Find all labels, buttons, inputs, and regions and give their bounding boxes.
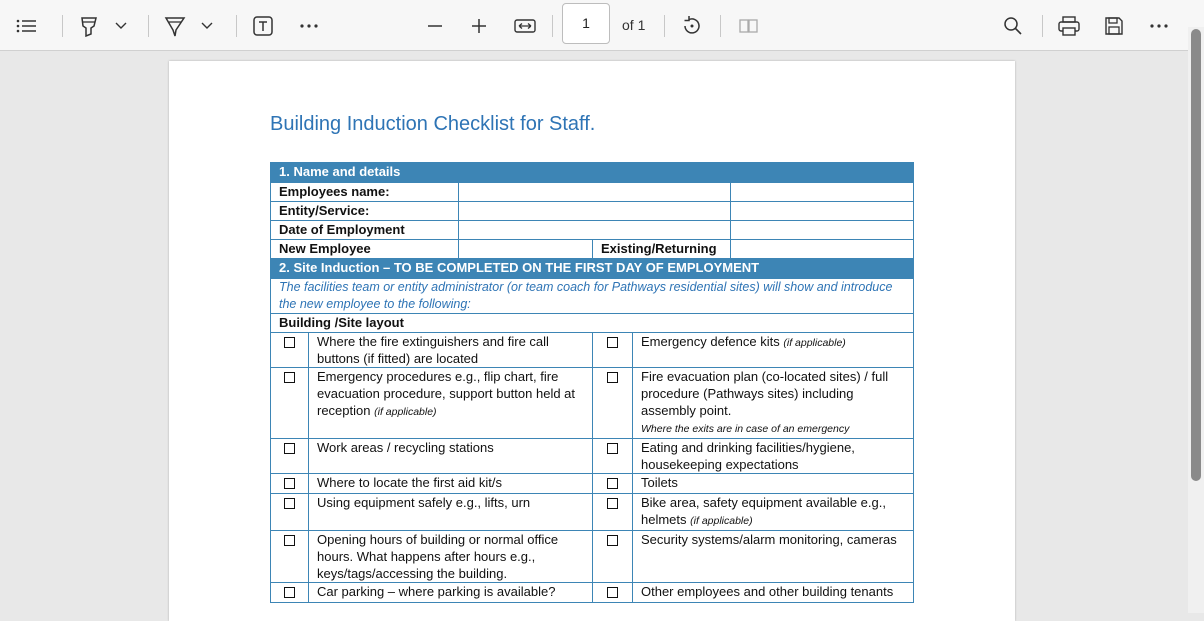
checklist-item: Toilets: [633, 474, 914, 494]
checklist-item: Where to locate the first aid kit/s: [309, 474, 593, 494]
checklist-item: Other employees and other building tenants: [633, 583, 914, 603]
more-options-icon[interactable]: [1146, 0, 1172, 51]
checklist-item: Bike area, safety equipment available e.g., helmets (if applicable): [633, 494, 914, 531]
date-of-employment-field[interactable]: [459, 221, 731, 240]
checkbox[interactable]: [284, 372, 295, 383]
new-employee-field[interactable]: [459, 240, 593, 259]
save-icon[interactable]: [1101, 0, 1127, 51]
checklist-item: Eating and drinking facilities/hygiene, housekeeping expectations: [633, 439, 914, 474]
highlighter-icon[interactable]: [76, 0, 102, 51]
employees-name-field-extra[interactable]: [731, 183, 914, 202]
checkbox[interactable]: [284, 337, 295, 348]
table-row: [271, 183, 914, 202]
list-icon[interactable]: [10, 0, 42, 51]
checkbox[interactable]: [607, 587, 618, 598]
section-2-title: 2. Site Induction – TO BE COMPLETED ON THE FIRST DAY OF EMPLOYMENT: [271, 259, 914, 279]
checkbox[interactable]: [607, 372, 618, 383]
draw-pen-icon[interactable]: [162, 0, 188, 51]
checklist-row: [271, 474, 914, 494]
search-icon[interactable]: [1000, 0, 1026, 51]
checkbox[interactable]: [607, 478, 618, 489]
checkbox[interactable]: [284, 478, 295, 489]
checklist-row: [271, 439, 914, 474]
checklist-table: [270, 162, 914, 603]
document-page: [169, 61, 1015, 621]
employees-name-label: Employees name:: [271, 183, 459, 202]
more-tools-icon[interactable]: [296, 0, 322, 51]
document-title: Building Induction Checklist for Staff.: [270, 113, 596, 135]
checklist-item: Security systems/alarm monitoring, cameras: [633, 531, 914, 583]
section-header: [271, 259, 914, 279]
rotate-icon[interactable]: [679, 0, 705, 51]
section-1-title: 1. Name and details: [271, 163, 914, 183]
existing-returning-field[interactable]: [731, 240, 914, 259]
checklist-item: Car parking – where parking is available?: [309, 583, 593, 603]
checkbox[interactable]: [284, 587, 295, 598]
checklist-row: [271, 368, 914, 439]
chevron-down-icon[interactable]: [112, 0, 130, 51]
table-row: [271, 202, 914, 221]
page-number-input[interactable]: 1: [562, 3, 610, 44]
checklist-item: Emergency procedures e.g., flip chart, fire evacuation procedure, support button held at reception (if applicable): [309, 368, 593, 439]
checklist-item: Work areas / recycling stations: [309, 439, 593, 474]
checklist-item: Where the fire extinguishers and fire call buttons (if fitted) are located: [309, 333, 593, 368]
checklist-item: Using equipment safely e.g., lifts, urn: [309, 494, 593, 531]
checklist-row: [271, 333, 914, 368]
scrollbar-thumb[interactable]: [1191, 29, 1201, 481]
text-box-icon[interactable]: [250, 0, 276, 51]
date-of-employment-label: Date of Employment: [271, 221, 459, 240]
employees-name-field[interactable]: [459, 183, 731, 202]
table-row: [271, 240, 914, 259]
checklist-item: Fire evacuation plan (co-located sites) / full procedure (Pathways sites) including assembly point. Where the exits are in case of an emergency: [633, 368, 914, 439]
checkbox[interactable]: [284, 443, 295, 454]
checklist-item: Opening hours of building or normal office hours. What happens after hours e.g., keys/tags/accessing the building.: [309, 531, 593, 583]
fit-width-icon[interactable]: [512, 0, 538, 51]
checkbox[interactable]: [607, 498, 618, 509]
new-employee-label: New Employee: [271, 240, 459, 259]
checkbox[interactable]: [607, 337, 618, 348]
checkbox[interactable]: [284, 535, 295, 546]
page-count: of 1: [622, 17, 646, 33]
zoom-in-icon[interactable]: [466, 0, 492, 51]
chevron-down-icon[interactable]: [198, 0, 216, 51]
page-view-icon[interactable]: [736, 0, 762, 51]
table-row: [271, 314, 914, 333]
entity-service-label: Entity/Service:: [271, 202, 459, 221]
entity-service-field-extra[interactable]: [731, 202, 914, 221]
zoom-out-icon[interactable]: [422, 0, 448, 51]
table-row: [271, 221, 914, 240]
checkbox[interactable]: [284, 498, 295, 509]
building-layout-subheading: Building /Site layout: [271, 314, 914, 333]
checkbox[interactable]: [607, 443, 618, 454]
checklist-row: [271, 583, 914, 603]
entity-service-field[interactable]: [459, 202, 731, 221]
print-icon[interactable]: [1056, 0, 1082, 51]
checklist-item: Emergency defence kits (if applicable): [633, 333, 914, 368]
pdf-toolbar: [0, 0, 1204, 51]
existing-returning-label: Existing/Returning: [593, 240, 731, 259]
table-row: [271, 279, 914, 314]
checklist-row: [271, 531, 914, 583]
checkbox[interactable]: [607, 535, 618, 546]
section-header: [271, 163, 914, 183]
date-of-employment-field-extra[interactable]: [731, 221, 914, 240]
checklist-row: [271, 494, 914, 531]
intro-text: The facilities team or entity administrator (or team coach for Pathways residential sites) will show and introduce the new employee to the following:: [271, 279, 914, 314]
